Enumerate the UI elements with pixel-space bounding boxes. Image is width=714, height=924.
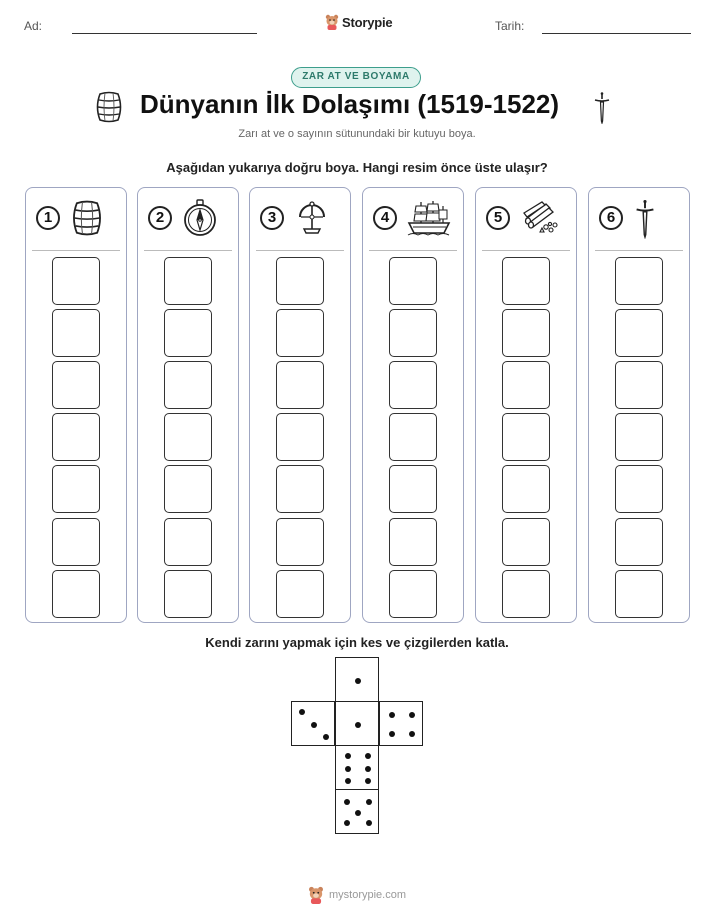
dice-pip — [389, 712, 395, 718]
bear-mascot-icon — [308, 886, 324, 904]
color-box[interactable] — [276, 518, 324, 566]
barrel-icon — [94, 91, 124, 128]
brand-name: Storypie — [342, 14, 393, 30]
column-divider — [369, 250, 457, 251]
color-box[interactable] — [164, 413, 212, 461]
column-1 — [25, 187, 127, 623]
dice-face-5 — [335, 789, 379, 834]
dice-pip — [365, 753, 371, 759]
column-4 — [362, 187, 464, 623]
color-box[interactable] — [164, 361, 212, 409]
dice-pip — [389, 731, 395, 737]
column-number: 1 — [36, 206, 60, 230]
sword-icon — [592, 92, 612, 129]
color-box[interactable] — [52, 413, 100, 461]
footer — [308, 886, 406, 904]
column-number: 5 — [486, 206, 510, 230]
name-field-line[interactable] — [72, 33, 257, 34]
dice-pip — [365, 766, 371, 772]
color-box[interactable] — [502, 413, 550, 461]
column-number: 4 — [373, 206, 397, 230]
color-box[interactable] — [276, 361, 324, 409]
dice-pip — [344, 820, 350, 826]
color-box[interactable] — [52, 465, 100, 513]
column-divider — [144, 250, 232, 251]
date-field-line[interactable] — [542, 33, 691, 34]
column-divider — [595, 250, 683, 251]
dice-face-3 — [291, 701, 335, 746]
color-box[interactable] — [389, 413, 437, 461]
color-box[interactable] — [615, 361, 663, 409]
dice-pip — [355, 678, 361, 684]
column-2 — [137, 187, 239, 623]
column-number: 3 — [260, 206, 284, 230]
dice-face-4 — [379, 701, 423, 746]
color-box[interactable] — [52, 309, 100, 357]
color-box[interactable] — [164, 257, 212, 305]
column-3 — [249, 187, 351, 623]
dice-face-1 — [335, 701, 379, 746]
color-box[interactable] — [502, 361, 550, 409]
color-box[interactable] — [276, 413, 324, 461]
color-box[interactable] — [502, 257, 550, 305]
color-box[interactable] — [502, 570, 550, 618]
color-box[interactable] — [164, 570, 212, 618]
color-box[interactable] — [389, 518, 437, 566]
dice-pip — [345, 766, 351, 772]
footer-url[interactable]: mystorypie.com — [329, 889, 407, 901]
instruction: Aşağıdan yukarıya doğru boya. Hangi resim önce üste ulaşır? — [166, 160, 548, 175]
color-box[interactable] — [615, 257, 663, 305]
column-divider — [256, 250, 344, 251]
color-box[interactable] — [615, 465, 663, 513]
compass-icon — [182, 199, 218, 242]
color-box[interactable] — [389, 570, 437, 618]
dice-pip — [311, 722, 317, 728]
dice-pip — [299, 709, 305, 715]
color-box[interactable] — [389, 257, 437, 305]
color-box[interactable] — [164, 518, 212, 566]
column-divider — [32, 250, 120, 251]
ship-icon — [407, 199, 451, 242]
column-number: 6 — [599, 206, 623, 230]
dice-pip — [366, 820, 372, 826]
bear-mascot-icon — [325, 14, 339, 30]
column-number: 2 — [148, 206, 172, 230]
cut-instruction: Kendi zarını yapmak için kes ve çizgilerden katla. — [205, 635, 509, 650]
color-box[interactable] — [164, 465, 212, 513]
color-box[interactable] — [52, 257, 100, 305]
title-row — [0, 89, 714, 125]
color-box[interactable] — [389, 361, 437, 409]
sword-icon — [633, 199, 657, 244]
color-box[interactable] — [615, 518, 663, 566]
dice-pip — [345, 778, 351, 784]
dice-pip — [344, 799, 350, 805]
color-box[interactable] — [276, 257, 324, 305]
column-5 — [475, 187, 577, 623]
color-box[interactable] — [52, 570, 100, 618]
name-label: Ad: — [24, 19, 43, 33]
barrel-icon — [70, 199, 104, 242]
color-box[interactable] — [52, 518, 100, 566]
color-box[interactable] — [389, 309, 437, 357]
dice-pip — [355, 810, 361, 816]
color-box[interactable] — [502, 518, 550, 566]
dice-pip — [365, 778, 371, 784]
color-box[interactable] — [615, 309, 663, 357]
dice-face-1 — [335, 657, 379, 702]
dice-pip — [409, 731, 415, 737]
subtitle: Zarı at ve o sayının sütunundaki bir kutuyu boya. — [238, 128, 476, 140]
color-box[interactable] — [389, 465, 437, 513]
dice-pip — [409, 712, 415, 718]
brand-logo — [325, 14, 392, 30]
dice-pip — [345, 753, 351, 759]
column-divider — [482, 250, 570, 251]
cinnamon-spices-icon — [520, 199, 560, 242]
activity-badge: ZAR AT VE BOYAMA — [291, 67, 421, 88]
color-box[interactable] — [615, 413, 663, 461]
dice-pip — [355, 722, 361, 728]
color-box[interactable] — [276, 465, 324, 513]
color-box[interactable] — [276, 570, 324, 618]
astrolabe-icon — [294, 199, 330, 242]
color-box[interactable] — [276, 309, 324, 357]
date-label: Tarih: — [495, 19, 525, 33]
color-box[interactable] — [52, 361, 100, 409]
dice-pip — [366, 799, 372, 805]
color-box[interactable] — [164, 309, 212, 357]
page-title: Dünyanın İlk Dolaşımı (1519-1522) — [140, 89, 560, 119]
column-6 — [588, 187, 690, 623]
dice-face-6 — [335, 745, 379, 790]
color-box[interactable] — [615, 570, 663, 618]
color-box[interactable] — [502, 309, 550, 357]
color-box[interactable] — [502, 465, 550, 513]
dice-pip — [323, 734, 329, 740]
